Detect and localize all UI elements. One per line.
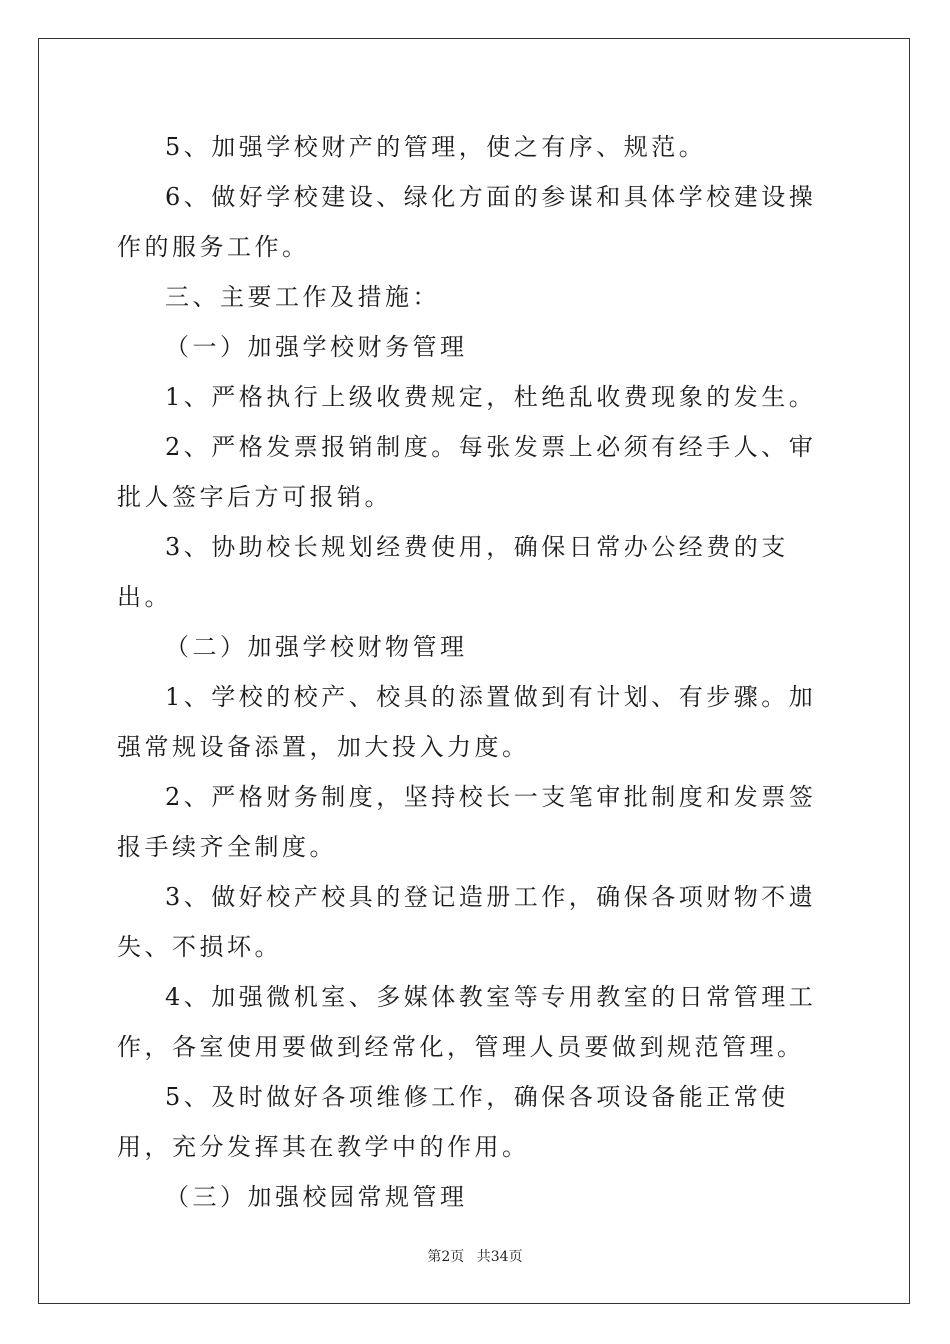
- property-item-5: 5、及时做好各项维修工作，确保各项设备能正常使用，充分发挥其在教学中的作用。: [117, 1083, 789, 1161]
- subsection-heading-3: （三）加强校园常规管理: [165, 1183, 468, 1211]
- property-item-3: 3、做好校产校具的登记造册工作，确保各项财物不遗失、不损坏。: [117, 883, 817, 961]
- finance-item-1: 1、严格执行上级收费规定，杜绝乱收费现象的发生。: [165, 383, 817, 411]
- property-item-4: 4、加强微机室、多媒体教室等专用教室的日常管理工作，各室使用要做到经常化，管理人员要做到规范管理。: [117, 983, 817, 1061]
- subsection-heading-2: （二）加强学校财物管理: [165, 633, 468, 661]
- subsection-heading-1: （一）加强学校财务管理: [165, 333, 468, 361]
- page-footer: [0, 1246, 950, 1266]
- page-total: 共34页: [476, 1249, 523, 1265]
- document-body: [117, 122, 837, 1222]
- paragraph-6-construction: 6、做好学校建设、绿化方面的参谋和具体学校建设操作的服务工作。: [117, 183, 817, 261]
- paragraph-5-property: 5、加强学校财产的管理，使之有序、规范。: [165, 133, 707, 161]
- property-item-1: 1、学校的校产、校具的添置做到有计划、有步骤。加强常规设备添置，加大投入力度。: [117, 683, 817, 761]
- page-number: 第2页: [427, 1249, 465, 1265]
- property-item-2: 2、严格财务制度，坚持校长一支笔审批制度和发票签报手续齐全制度。: [117, 783, 817, 861]
- finance-item-2: 2、严格发票报销制度。每张发票上必须有经手人、审批人签字后方可报销。: [117, 433, 817, 511]
- finance-item-3: 3、协助校长规划经费使用，确保日常办公经费的支出。: [117, 533, 789, 611]
- section-heading-3: 三、主要工作及措施：: [165, 283, 440, 311]
